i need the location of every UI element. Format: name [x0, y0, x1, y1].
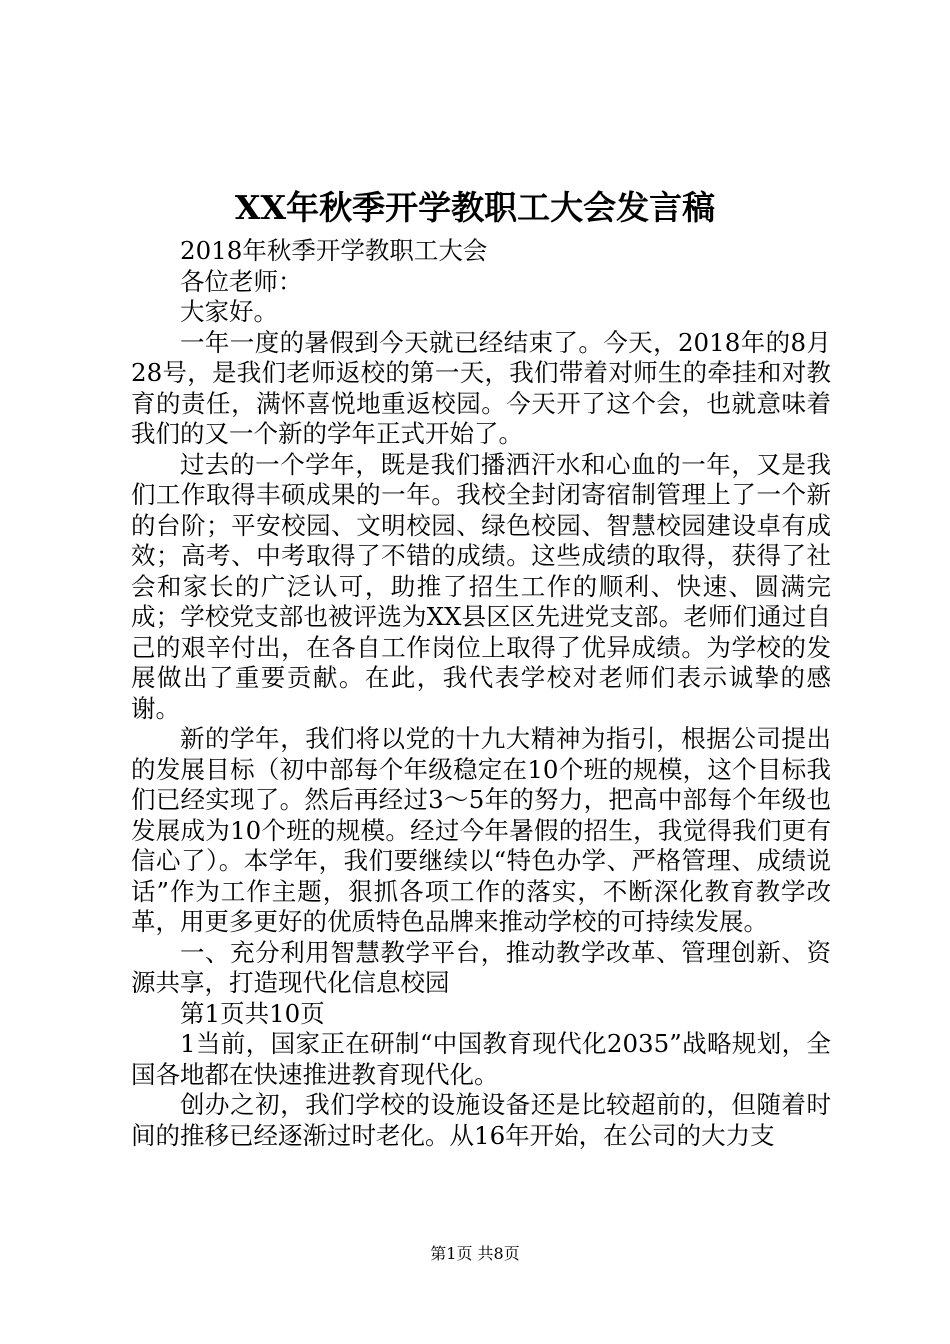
paragraph-salutation: 各位老师：	[180, 266, 303, 296]
paragraph-section-one-heading: 一、充分利用智慧教学平台，推动教学改革、管理创新、资源共享，打造现代化信息校园	[131, 937, 831, 997]
paragraph-past-year: 过去的一个学年，既是我们播洒汗水和心血的一年，又是我们工作取得丰硕成果的一年。我校全封闭寄宿制管理上了一个新的台阶；平安校园、文明校园、绿色校园、智慧校园建设卓有成效；高考、中考取得了不错的成绩。这些成绩的取得，获得了社会和家长的广泛认可，助推了招生工作的顺利、快速、圆满完成；学校党支部也被评选为XX县区区先进党支部。老师们通过自己的艰辛付出，在各自工作岗位上取得了优异成绩。为学校的发展做出了重要贡献。在此，我代表学校对老师们表示诚挚的感谢。	[131, 449, 831, 723]
paragraph-greeting: 大家好。	[180, 297, 278, 326]
paragraph-opening: 一年一度的暑假到今天就已经结束了。今天，2018年的8月28号，是我们老师返校的第一天，我们带着对师生的牵挂和对教育的责任，满怀喜悦地重返校园。今天开了这个会，也就意味着我们的又一个新的学年正式开始了。	[131, 327, 831, 448]
paragraph-modernization: 1当前，国家正在研制“中国教育现代化2035”战略规划，全国各地都在快速推进教育现代化。	[131, 1029, 831, 1089]
paragraph-meeting-name: 2018年秋季开学教职工大会	[180, 236, 488, 265]
paragraph-facilities: 创办之初，我们学校的设施设备还是比较超前的，但随着时间的推移已经逐渐过时老化。从16年开始，在公司的大力支	[131, 1090, 831, 1150]
paragraph-inline-page-marker: 第1页共10页	[180, 998, 325, 1028]
paragraph-new-year: 新的学年，我们将以党的十九大精神为指引，根据公司提出的发展目标（初中部每个年级稳定在10个班的规模，这个目标我们已经实现了。然后再经过3～5年的努力，把高中部每个年级也发展成为10个班的规模。经过今年暑假的招生，我觉得我们更有信心了）。本学年，我们要继续以“特色办学、严格管理、成绩说话”作为工作主题，狠抓各项工作的落实，不断深化教育教学改革，用更多更好的优质特色品牌来推动学校的可持续发展。	[131, 724, 831, 936]
page-footer: 第1页 共8页	[430, 1244, 520, 1263]
document-body	[131, 236, 831, 1151]
document-title: XX年秋季开学教职工大会发言稿	[234, 188, 716, 227]
